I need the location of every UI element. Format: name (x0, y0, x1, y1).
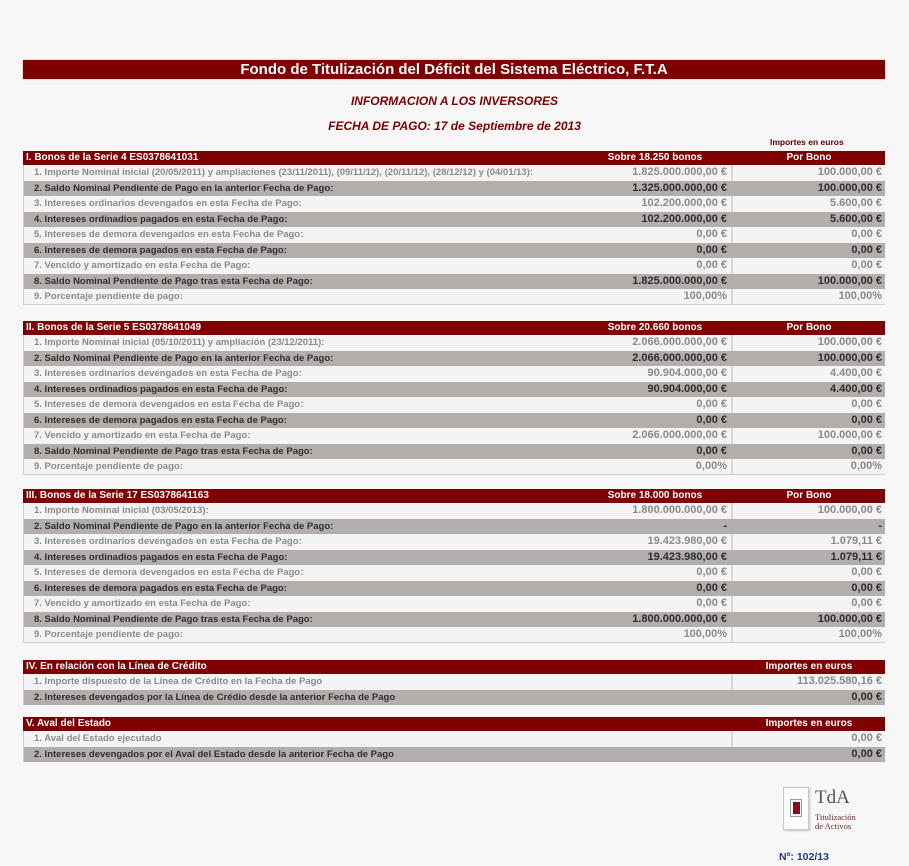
row-per-bond-amount: 0,00 € (851, 581, 882, 594)
table-row (23, 550, 885, 566)
table-row (23, 690, 885, 706)
row-total-amount: - (580, 519, 733, 535)
row-total-amount: 1.800.000.000,00 € (580, 612, 733, 628)
table-row (23, 258, 885, 274)
tda-logo (783, 787, 873, 835)
row-total-amount: 0,00% (580, 459, 733, 474)
row-per-bond-amount: 0,00 € (851, 259, 882, 271)
table-row (23, 731, 885, 747)
section-header (23, 660, 885, 674)
row-label: 5. Intereses de demora devengados en esta Fecha de Pago: (34, 229, 304, 240)
row-total-amount: 0,00 € (580, 227, 733, 243)
row-per-bond-amount: 100.000,00 € (817, 504, 882, 516)
row-per-bond-amount: 100.000,00 € (817, 181, 882, 194)
payment-date: FECHA DE PAGO: 17 de Septiembre de 2013 (328, 119, 581, 133)
row-amount: 0,00 € (731, 690, 885, 706)
table-row (23, 747, 885, 763)
row-total-amount: 1.825.000.000,00 € (580, 165, 733, 181)
section-state-guarantee (23, 717, 885, 762)
row-amount: 0,00 € (731, 747, 885, 763)
row-total-amount: 0,00 € (580, 565, 733, 581)
fund-title: Fondo de Titulización del Déficit del Sistema Eléctrico, F.T.A (23, 60, 885, 79)
section-title: IV. En relación con la Línea de Crédito (26, 661, 207, 672)
row-label: 1. Importe Nominal inicial (03/05/2013): (34, 505, 209, 516)
row-total-amount: 1.325.000.000,00 € (580, 181, 733, 197)
table-row (23, 366, 885, 382)
row-per-bond-amount: 0,00 € (851, 566, 882, 578)
row-total-amount: 2.066.000.000,00 € (580, 335, 733, 351)
row-label: 5. Intereses de demora devengados en esta Fecha de Pago: (34, 399, 304, 410)
row-per-bond-amount: 0,00 € (851, 413, 882, 426)
table-row (23, 413, 885, 429)
row-label: 4. Intereses ordinadios pagados en esta Fecha de Pago: (34, 383, 288, 395)
row-total-amount: 0,00 € (580, 397, 733, 413)
row-per-bond-amount: 0,00 € (851, 243, 882, 256)
table-row (23, 351, 885, 367)
row-label: 8. Saldo Nominal Pendiente de Pago tras esta Fecha de Pago: (34, 613, 313, 625)
table-row (23, 534, 885, 550)
row-label: 2. Saldo Nominal Pendiente de Pago en la anterior Fecha de Pago: (34, 182, 334, 194)
row-label: 8. Saldo Nominal Pendiente de Pago tras esta Fecha de Pago: (34, 275, 313, 287)
row-label: 3. Intereses ordinarios devengados en esta Fecha de Pago: (34, 198, 302, 209)
row-per-bond-amount: 100.000,00 € (817, 274, 882, 287)
table-row (23, 581, 885, 597)
column-header-amount: Importes en euros (765, 661, 853, 672)
table-row (23, 196, 885, 212)
row-total-amount: 90.904.000,00 € (580, 382, 733, 398)
row-label: 1. Importe dispuesto de la Línea de Crédito en la Fecha de Pago (34, 676, 323, 687)
row-total-amount: 100,00% (580, 289, 733, 304)
table-row (23, 397, 885, 413)
row-label: 7. Vencido y amortizado en esta Fecha de Pago: (34, 260, 251, 271)
row-label: 4. Intereses ordinadios pagados en esta Fecha de Pago: (34, 213, 288, 225)
section-header (23, 717, 885, 731)
section-credit-line (23, 660, 885, 705)
row-label: 1. Aval del Estado ejecutado (34, 733, 162, 744)
row-label: 9. Porcentaje pendiente de pago: (34, 291, 183, 302)
report-subtitle: INFORMACION A LOS INVERSORES (350, 94, 559, 108)
section-header (23, 151, 885, 165)
document-number: Nº: 102/13 (779, 851, 829, 863)
row-per-bond-amount: 100.000,00 € (817, 336, 882, 348)
section-header (23, 489, 885, 503)
table-row (23, 227, 885, 243)
logo-tagline-2: de Activos (815, 821, 852, 831)
row-label: 6. Intereses de demora pagados en esta Fecha de Pago: (34, 414, 287, 426)
row-label: 7. Vencido y amortizado en esta Fecha de Pago: (34, 598, 251, 609)
logo-mark-icon (783, 787, 809, 830)
row-per-bond-amount: 0,00 € (851, 228, 882, 240)
row-total-amount: 100,00% (580, 627, 733, 642)
table-row (23, 565, 885, 581)
row-label: 2. Saldo Nominal Pendiente de Pago en la anterior Fecha de Pago: (34, 352, 334, 364)
row-per-bond-amount: 1.079,11 € (830, 535, 882, 547)
row-per-bond-amount: 100.000,00 € (817, 429, 882, 441)
row-total-amount: 0,00 € (580, 596, 733, 612)
table-row (23, 335, 885, 351)
currency-note: Importes en euros (770, 137, 844, 147)
row-per-bond-amount: 100.000,00 € (817, 166, 882, 178)
row-total-amount: 90.904.000,00 € (580, 366, 733, 382)
column-header-amount: Importes en euros (765, 718, 853, 729)
row-per-bond-amount: 5.600,00 € (830, 197, 882, 209)
section-title: II. Bonos de la Serie 5 ES0378641049 (26, 322, 202, 333)
row-total-amount: 1.825.000.000,00 € (580, 274, 733, 290)
row-per-bond-amount: 4.400,00 € (830, 382, 882, 395)
row-per-bond-amount: 4.400,00 € (830, 367, 882, 379)
table-row (23, 519, 885, 535)
row-amount: 0,00 € (731, 731, 885, 747)
table-row (23, 181, 885, 197)
row-total-amount: 1.800.000.000,00 € (580, 503, 733, 519)
section-serie-4 (23, 151, 885, 305)
row-label: 1. Importe Nominal inicial (05/10/2011) y ampliación (23/12/2011): (34, 337, 325, 348)
column-header-total: Sobre 18.000 bonos (607, 490, 703, 501)
section-serie-5 (23, 321, 885, 475)
row-label: 2. Intereses devengados por la Línea de Crédio desde la anterior Fecha de Pago (34, 691, 396, 703)
row-label: 3. Intereses ordinarios devengados en esta Fecha de Pago: (34, 536, 302, 547)
column-header-per-bond: Por Bono (786, 322, 832, 333)
column-header-per-bond: Por Bono (786, 152, 832, 163)
section-header (23, 321, 885, 335)
row-label: 6. Intereses de demora pagados en esta Fecha de Pago: (34, 244, 287, 256)
row-total-amount: 102.200.000,00 € (580, 212, 733, 228)
row-label: 2. Intereses devengados por el Aval del Estado desde la anterior Fecha de Pago (34, 748, 394, 760)
row-total-amount: 0,00 € (580, 243, 733, 259)
table-row (23, 212, 885, 228)
column-header-total: Sobre 18.250 bonos (607, 152, 703, 163)
row-total-amount: 2.066.000.000,00 € (580, 351, 733, 367)
table-row (23, 428, 885, 444)
table-row (23, 289, 885, 305)
row-label: 1. Importe Nominal inicial (20/05/2011) y ampliaciones (23/11/2011), (09/11/12), (20/11/12), (28/12/12) y (04/01/13): (34, 167, 534, 178)
row-label: 6. Intereses de demora pagados en esta Fecha de Pago: (34, 582, 287, 594)
row-total-amount: 19.423.980,00 € (580, 534, 733, 550)
row-per-bond-amount: 0,00 € (851, 398, 882, 410)
row-per-bond-amount: 0,00 € (851, 597, 882, 609)
row-per-bond-amount: 100,00% (838, 290, 882, 302)
column-header-per-bond: Por Bono (786, 490, 832, 501)
table-row (23, 596, 885, 612)
row-per-bond-amount: - (878, 519, 882, 532)
row-total-amount: 0,00 € (580, 581, 733, 597)
row-per-bond-amount: 100,00% (838, 628, 882, 640)
row-label: 7. Vencido y amortizado en esta Fecha de Pago: (34, 430, 251, 441)
column-header-total: Sobre 20.660 bonos (607, 322, 703, 333)
row-label: 8. Saldo Nominal Pendiente de Pago tras esta Fecha de Pago: (34, 445, 313, 457)
row-total-amount: 0,00 € (580, 258, 733, 274)
table-row (23, 503, 885, 519)
row-per-bond-amount: 0,00% (850, 460, 882, 472)
row-amount: 113.025.580,16 € (731, 674, 885, 690)
section-serie-17 (23, 489, 885, 643)
row-total-amount: 19.423.980,00 € (580, 550, 733, 566)
section-title: III. Bonos de la Serie 17 ES0378641163 (26, 490, 209, 501)
table-row (23, 382, 885, 398)
row-label: 2. Saldo Nominal Pendiente de Pago en la anterior Fecha de Pago: (34, 520, 334, 532)
section-title: V. Aval del Estado (26, 718, 112, 729)
row-per-bond-amount: 5.600,00 € (830, 212, 882, 225)
row-label: 9. Porcentaje pendiente de pago: (34, 629, 183, 640)
table-row (23, 165, 885, 181)
logo-name: TdA (815, 787, 850, 808)
table-row (23, 459, 885, 475)
logo-tagline-1: Titulización (815, 812, 856, 822)
row-label: 9. Porcentaje pendiente de pago: (34, 461, 183, 472)
row-total-amount: 0,00 € (580, 444, 733, 460)
table-row (23, 444, 885, 460)
table-row (23, 627, 885, 643)
table-row (23, 674, 885, 690)
table-row (23, 274, 885, 290)
row-label: 4. Intereses ordinadios pagados en esta Fecha de Pago: (34, 551, 288, 563)
row-total-amount: 2.066.000.000,00 € (580, 428, 733, 444)
table-row (23, 243, 885, 259)
row-label: 3. Intereses ordinarios devengados en esta Fecha de Pago: (34, 368, 302, 379)
row-label: 5. Intereses de demora devengados en esta Fecha de Pago: (34, 567, 304, 578)
row-per-bond-amount: 100.000,00 € (817, 612, 882, 625)
table-row (23, 612, 885, 628)
section-title: I. Bonos de la Serie 4 ES0378641031 (26, 152, 199, 163)
row-total-amount: 0,00 € (580, 413, 733, 429)
row-total-amount: 102.200.000,00 € (580, 196, 733, 212)
row-per-bond-amount: 1.079,11 € (830, 550, 882, 563)
row-per-bond-amount: 100.000,00 € (817, 351, 882, 364)
row-per-bond-amount: 0,00 € (851, 444, 882, 457)
